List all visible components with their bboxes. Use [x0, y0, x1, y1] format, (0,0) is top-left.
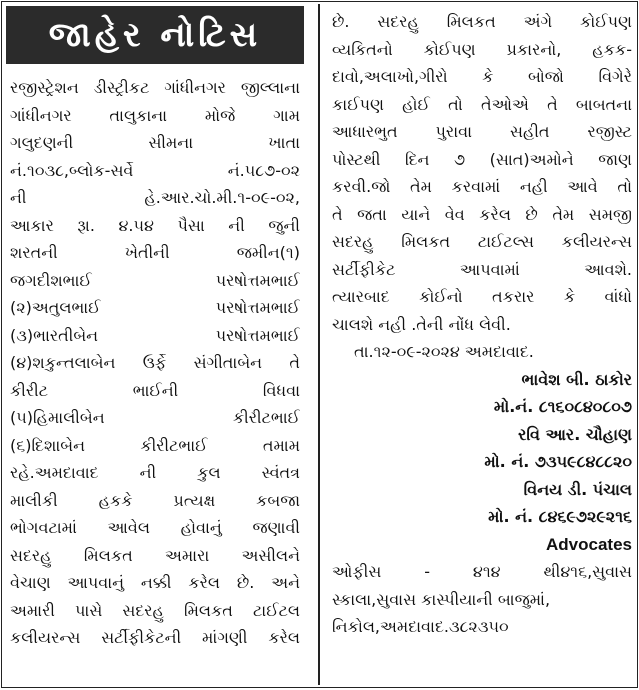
body-line: સર્ટીફીકેટ આપવામાં આવશે.: [332, 259, 632, 279]
body-line: કાઈપણ હોઈ તો તેઓએ તે બાબતના: [332, 94, 632, 114]
body-line: પોસ્ટથી દિન ૭ (સાત)અમોને જાણ: [332, 149, 632, 169]
body-line: ગાંધીનગર તાલુકાના મોજે ગામ: [10, 105, 300, 125]
body-line: તે જતા યાને વેવ કરેલ છે તેમ સમજી: [332, 204, 632, 224]
body-line: કલીયરન્સ સર્ટીફીકેટની માંગણી કરેલ: [10, 628, 300, 647]
advocate-name: રવિ આર. ચૌહાણ: [518, 424, 632, 444]
body-line: સદરહુ મિલકત ટાઈટલ્સ કલીયરન્સ: [332, 232, 632, 251]
body-line: રહે.અમદાવાદ ની કુલ સ્વંતત્ર: [10, 463, 300, 482]
advocate-mobile: મો. નં. ૭૩૫૯૮૪૮૮૨૦: [484, 452, 632, 471]
body-line: ભોગવટામાં આવેલ હોવાનું જણાવી: [10, 518, 300, 537]
body-line: શરતની ખેતીની જમીન(૧): [10, 243, 300, 262]
body-line: (૩)ભારતીબેન પરષોત્તમભાઈ: [10, 325, 300, 345]
notice-page: [1, 1, 638, 688]
body-line: કરવી.જો તેમ કરવામાં નહી આવે તો: [332, 177, 632, 196]
body-line: ની હે.આર.ચો.મી.૧-૦૯-૦૨,: [10, 188, 300, 207]
body-line: આધારભુત પુરાવા સહીત રજીસ્ટ: [332, 122, 632, 141]
office-address-line: ઓફીસ - ૪૧૪ થી૪૧૬,સુવાસ: [332, 562, 632, 581]
body-line: જગદીશભાઈ પરષોત્તમભાઈ: [10, 270, 300, 290]
body-line: માલીકી હકકે પ્રત્યક્ષ કબજા: [10, 490, 300, 510]
advocate-name: ભાવેશ બી. ઠાકોર: [521, 369, 632, 389]
body-line: (૫)હિમાલીબેન કીરીટભાઈ: [10, 408, 300, 427]
advocate-name: વિનય ડી. પંચાલ: [523, 479, 632, 499]
notice-date: તા.૧૨-૦૯-૨૦૨૪ અમદાવાદ.: [354, 342, 534, 361]
body-line: સદરહુ મિલકત અમારા અસીલને: [10, 545, 300, 565]
office-address-line: નિકોલ,અમદાવાદ.૩૮૨૩૫૦: [332, 617, 509, 636]
notice-title: જાહેર નોટિસ: [6, 6, 304, 64]
body-line: ત્યારબાદ કોઈનો તકરાર કે વાંધો: [332, 287, 632, 306]
body-line: વેચાણ આપવાનું નક્કી કરેલ છે. અને: [10, 573, 300, 592]
body-line: (૨)અતુલભાઈ પરષોત્તમભાઈ: [10, 298, 300, 317]
body-line: ચાલશે નહી .તેની નોંધ લેવી.: [332, 314, 511, 334]
advocates-label: Advocates: [546, 534, 632, 554]
notice-body-right: [332, 8, 632, 641]
body-line: (૪)શકુન્તલાબેન ઉર્ફે સંગીતાબેન તે: [10, 353, 300, 372]
advocate-mobile: મો.નં. ૮૧૬૦૮૪૦૮૦૭: [493, 397, 632, 416]
body-line: છે. સદરહુ મિલકત અંગે કોઈપણ: [332, 12, 632, 31]
body-line: આકાર રૂા. ૪.૫૪ પૈસા ની જુની: [10, 215, 300, 235]
body-line: નં.૧૦૩૮,બ્લોક-સર્વે નં.૫૮૭-૦૨: [10, 160, 300, 180]
notice-body-left: [10, 74, 300, 652]
body-line: દાવો,અલાખો,ગીરો કે બોજો વિગેરે: [332, 67, 632, 86]
body-line: વ્યકિતનો કોઈપણ પ્રકારનો, હકક-: [332, 39, 632, 59]
body-line: કીરીટ ભાઈની વિધવા: [10, 380, 300, 400]
body-line: રજીસ્ટ્રેશન ડીસ્ટ્રીકટ ગાંધીનગર જીલ્લાના: [10, 78, 300, 97]
body-line: (૬)દિશાબેન કીરીટભાઈ તમામ: [10, 435, 300, 455]
column-divider: [318, 4, 320, 685]
body-line: અમારી પાસે સદરહુ મિલકત ટાઈટલ: [10, 600, 300, 620]
advocate-mobile: મો. નં. ૮૪૬૯૭૨૯૨૧૬: [488, 507, 632, 526]
office-address-line: સ્કાલા,સુવાસ કાસ્પીયાની બાજુમાં,: [332, 589, 551, 609]
body-line: ગલુદણની સીમના ખાતા: [10, 133, 300, 152]
